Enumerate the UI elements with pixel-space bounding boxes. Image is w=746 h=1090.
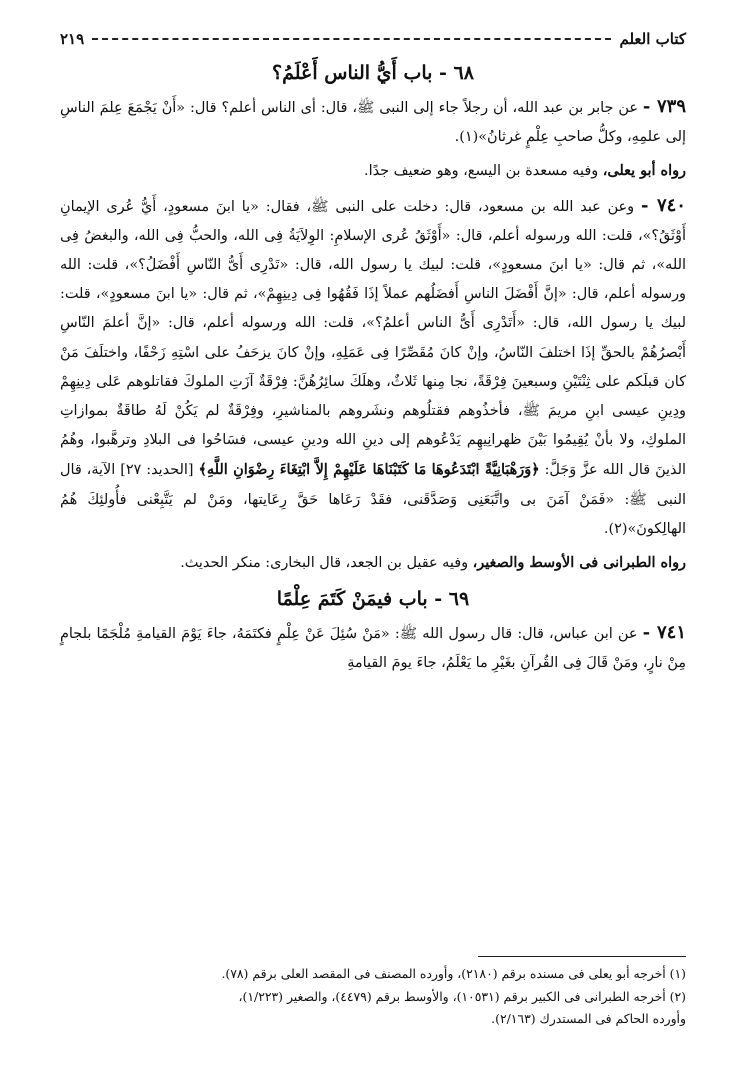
hadith-739-source-label: رواه أبو يعلى، — [602, 162, 686, 180]
footnotes — [60, 956, 686, 1031]
chapter-69-title: ٦٩ - باب فيمَنْ كَتَمَ عِلْمًا — [276, 588, 470, 611]
hadith-740-source-note: وفيه عقيل بن الجعد، قال البخارى: منكر الحديث. — [180, 555, 469, 572]
hadith-741-number: ٧٤١ - — [642, 622, 686, 644]
footnote-rule — [478, 956, 686, 957]
footnote-2: (٢) أخرجه الطبرانى فى الكبير برقم (١٠٥٣١)، والأوسط برقم (٤٤٧٩)، والصغير (١/٢٢٣)، — [238, 988, 686, 1004]
header-divider — [92, 38, 611, 40]
hadith-740 — [60, 191, 686, 544]
hadith-740-source — [60, 548, 686, 578]
book-title: كتاب العلم — [619, 30, 686, 48]
footnote-1: (١) أخرجه أبو يعلى فى مسنده برقم (٢١٨٠)، وأورده المصنف فى المقصد العلى برقم (٧٨). — [221, 966, 686, 981]
hadith-740-text-cont: [الحديد: ٢٧] الآية، قال النبى ﷺ: «فَمَنْ آمَنَ بى واتَّبَعَنِى وَصَدَّقَنى، فقَدْ رَعَاها حَقَّ رِعَايتها، ومَنْ لم يَتَّبِعْنى فأُولئِكَ هُمُ الهالِكونَ»(٢). — [60, 462, 686, 537]
quran-verse: ﴿وَرَهْبَانِيَّةً ابْتَدَعُوهَا مَا كَتَبْنَاهَا عَلَيْهِمْ إِلاَّ ابْتِغَاءَ رِضْوَانِ اللَّهِ﴾ — [198, 461, 540, 479]
hadith-741 — [60, 618, 686, 678]
hadith-739 — [60, 92, 686, 152]
running-header — [60, 26, 686, 52]
hadith-740-source-label: رواه الطبرانى فى الأوسط والصغير، — [472, 554, 686, 572]
hadith-741-text: عن ابن عباس، قال: قال رسول الله ﷺ: «مَنْ سُئِلَ عَنْ عِلْمٍ فكتَمَهُ، جاءَ يَوْمَ القيامةِ مُلْجَمًا بلجامٍ مِنْ نارٍ، ومَنْ قَالَ فِى القُرآنِ بغَيْرِ ما يَعْلَمُ، جاءَ يومَ القيامةِ — [60, 626, 686, 672]
hadith-739-source-note: وفيه مسعدة بن اليسع، وهو ضعيف جدًا. — [364, 163, 599, 180]
page-number: ٢١٩ — [60, 30, 85, 48]
hadith-740-number: ٧٤٠ - — [640, 194, 686, 216]
footnote-2-continued: وأورده الحاكم فى المستدرك (٢/١٦٣). — [491, 1011, 686, 1026]
hadith-739-number: ٧٣٩ - — [642, 96, 686, 117]
chapter-68-title: ٦٨ - باب أَيُّ الناس أَعْلَمُ؟ — [272, 62, 474, 84]
page-body — [60, 26, 686, 679]
hadith-740-text: وعن عبد الله بن مسعود، قال: دخلت على النبى ﷺ، فقال: «يا ابنَ مسعودٍ، أَيُّ عُرى الإيمانِ أَوْثَقُ؟»، قلت: الله ورسوله أعلم، قال: «أَوْثَقُ عُرى الإسلامِ: الوِلاَيَةُ فِى الله، والحبُّ فِى الله، والبغضُ فِى الله»، ثم قال: «يا ابنَ مسعودٍ»، قلت: لبيك يا رسول الله، قال: «تَدْرِى أَىُّ النّاسِ أَفْضَلُ؟»، قلت: الله ورسوله أعلم، قال: «إنَّ أَفْضَلَ الناسِ أَفضَلُهم عملاً إذَا فَقُهُوا فِى دِينِهِمْ»، ثم قال: «يا ابنَ مسعودٍ»، قلت: لبيك يا رسول الله، قال: «أَتَدْرِى أَىُّ الناس أعلمُ؟»، قلت: الله ورسوله أعلم، قال: «إنَّ أعلمَ النّاسِ أَبْصرُهُمْ بالحقِّ إذَا اختلفَ النّاسُ، وإنْ كانَ مُقَصِّرًا فِى عَمَلِهِ، وإنْ كانَ يزحَفُ على اسْتِهِ زَحْفًا، واختلَفَ مَنْ كان قبلَكم على ثِنْتَيْنِ وسبعينَ فِرْقَةً، نجا مِنها ثَلاثٌ، وهلَكَ سائِرُهُنَّ: فِرْقَةٌ آزَتِ الملوكَ فقاتلوهم عَلى دِينِهِمْ ودِينِ عيسى ابنِ مريمَ ﷺ، فأخذُوهم فقتلُوهم ونشَروهم بالمناشيرِ، وفِرْقَةٌ لم يَكُنْ لَهُ طاقَةٌ بموازاتِ الملوكِ، ولا بأنْ يُقِيمُوا بَيْنَ ظهرانِيهِم يَدْعُوهم إلى دينِ الله ودينِ عيسى، فسَاحُوا فى البلادِ وترهَّبوا، وهُمُ الذينَ قال الله عزَّ وَجَلَّ: — [60, 198, 686, 479]
hadith-739-text: عن جابر بن عبد الله، أن رجلاً جاء إلى النبى ﷺ، قال: أى الناس أعلم؟ قال: «أَنْ يَجْمَعَ عِلمَ الناسِ إلى علمِهِ، وكلُّ صاحبِ عِلْمٍ غرثانُ»(١). — [60, 100, 686, 146]
hadith-739-source — [60, 156, 686, 186]
